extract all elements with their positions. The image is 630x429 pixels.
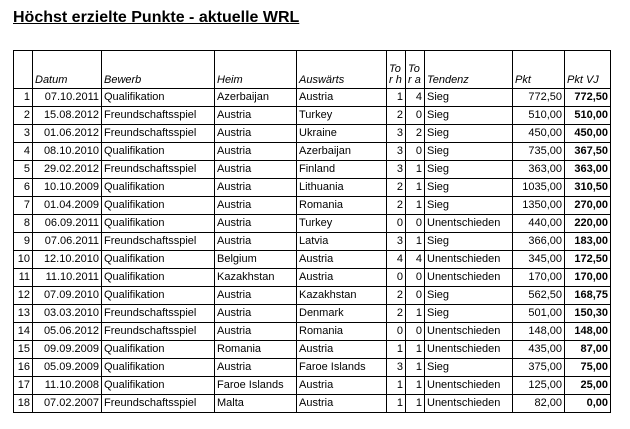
cell-nr: 10 — [14, 251, 33, 269]
table-row — [14, 179, 611, 197]
cell-pkt: 772,50 — [513, 89, 565, 107]
cell-pkt: 125,00 — [513, 377, 565, 395]
table-row — [14, 269, 611, 287]
cell-bewerb: Freundschaftsspiel — [102, 125, 215, 143]
cell-tor-h: 1 — [387, 395, 406, 413]
cell-tendenz: Unentschieden — [425, 341, 513, 359]
cell-tor-h: 2 — [387, 305, 406, 323]
cell-bewerb: Qualifikation — [102, 89, 215, 107]
cell-auswaerts: Denmark — [297, 305, 387, 323]
cell-bewerb: Qualifikation — [102, 143, 215, 161]
cell-auswaerts: Romania — [297, 323, 387, 341]
cell-bewerb: Freundschaftsspiel — [102, 107, 215, 125]
cell-pkt: 735,00 — [513, 143, 565, 161]
cell-heim: Austria — [215, 179, 297, 197]
cell-nr: 17 — [14, 377, 33, 395]
cell-tendenz: Unentschieden — [425, 269, 513, 287]
cell-heim: Austria — [215, 161, 297, 179]
cell-datum: 10.10.2009 — [33, 179, 102, 197]
cell-auswaerts: Austria — [297, 89, 387, 107]
header-row — [14, 51, 611, 89]
cell-pkt: 375,00 — [513, 359, 565, 377]
cell-nr: 14 — [14, 323, 33, 341]
cell-nr: 4 — [14, 143, 33, 161]
cell-bewerb: Freundschaftsspiel — [102, 305, 215, 323]
cell-auswaerts: Azerbaijan — [297, 143, 387, 161]
cell-pkt-vj: 170,00 — [565, 269, 611, 287]
cell-tor-h: 2 — [387, 287, 406, 305]
header-heim: Heim — [215, 51, 297, 89]
cell-datum: 12.10.2010 — [33, 251, 102, 269]
cell-auswaerts: Romania — [297, 197, 387, 215]
cell-bewerb: Freundschaftsspiel — [102, 161, 215, 179]
cell-pkt-vj: 0,00 — [565, 395, 611, 413]
table-row — [14, 233, 611, 251]
cell-nr: 1 — [14, 89, 33, 107]
cell-tendenz: Unentschieden — [425, 377, 513, 395]
cell-bewerb: Qualifikation — [102, 215, 215, 233]
cell-tor-h: 2 — [387, 107, 406, 125]
cell-tor-h: 3 — [387, 125, 406, 143]
table-row — [14, 341, 611, 359]
cell-tor-a: 0 — [406, 269, 425, 287]
table-row — [14, 161, 611, 179]
cell-auswaerts: Faroe Islands — [297, 359, 387, 377]
cell-tor-h: 3 — [387, 359, 406, 377]
cell-nr: 7 — [14, 197, 33, 215]
cell-heim: Belgium — [215, 251, 297, 269]
cell-bewerb: Qualifikation — [102, 287, 215, 305]
header-auswaerts: Auswärts — [297, 51, 387, 89]
cell-pkt-vj: 310,50 — [565, 179, 611, 197]
cell-tendenz: Unentschieden — [425, 395, 513, 413]
cell-nr: 9 — [14, 233, 33, 251]
cell-heim: Austria — [215, 125, 297, 143]
table-row — [14, 125, 611, 143]
cell-datum: 08.10.2010 — [33, 143, 102, 161]
cell-heim: Austria — [215, 287, 297, 305]
cell-datum: 09.09.2009 — [33, 341, 102, 359]
cell-pkt: 363,00 — [513, 161, 565, 179]
cell-bewerb: Freundschaftsspiel — [102, 233, 215, 251]
cell-nr: 6 — [14, 179, 33, 197]
cell-auswaerts: Turkey — [297, 215, 387, 233]
header-tor-h: Tor h — [387, 51, 406, 89]
cell-nr: 11 — [14, 269, 33, 287]
cell-tor-a: 0 — [406, 287, 425, 305]
table-row — [14, 215, 611, 233]
cell-tor-h: 3 — [387, 233, 406, 251]
cell-bewerb: Qualifikation — [102, 377, 215, 395]
cell-nr: 3 — [14, 125, 33, 143]
cell-heim: Austria — [215, 323, 297, 341]
cell-tor-a: 1 — [406, 161, 425, 179]
cell-bewerb: Qualifikation — [102, 251, 215, 269]
cell-tendenz: Sieg — [425, 197, 513, 215]
cell-tor-a: 1 — [406, 197, 425, 215]
table-row — [14, 197, 611, 215]
cell-datum: 06.09.2011 — [33, 215, 102, 233]
cell-datum: 07.09.2010 — [33, 287, 102, 305]
cell-tor-a: 0 — [406, 323, 425, 341]
cell-tendenz: Sieg — [425, 89, 513, 107]
cell-auswaerts: Kazakhstan — [297, 287, 387, 305]
cell-auswaerts: Finland — [297, 161, 387, 179]
cell-tor-h: 3 — [387, 143, 406, 161]
cell-tendenz: Sieg — [425, 107, 513, 125]
cell-tendenz: Unentschieden — [425, 215, 513, 233]
header-tendenz: Tendenz — [425, 51, 513, 89]
cell-pkt-vj: 367,50 — [565, 143, 611, 161]
cell-bewerb: Qualifikation — [102, 179, 215, 197]
cell-pkt-vj: 772,50 — [565, 89, 611, 107]
table-row — [14, 323, 611, 341]
cell-tendenz: Sieg — [425, 233, 513, 251]
cell-bewerb: Freundschaftsspiel — [102, 395, 215, 413]
cell-tor-a: 1 — [406, 341, 425, 359]
cell-pkt: 1350,00 — [513, 197, 565, 215]
cell-pkt-vj: 148,00 — [565, 323, 611, 341]
cell-pkt-vj: 75,00 — [565, 359, 611, 377]
cell-datum: 05.09.2009 — [33, 359, 102, 377]
cell-heim: Austria — [215, 305, 297, 323]
cell-tor-h: 2 — [387, 197, 406, 215]
table-row — [14, 359, 611, 377]
cell-tor-a: 1 — [406, 305, 425, 323]
cell-pkt: 435,00 — [513, 341, 565, 359]
cell-pkt-vj: 183,00 — [565, 233, 611, 251]
cell-auswaerts: Austria — [297, 269, 387, 287]
table-row — [14, 287, 611, 305]
cell-auswaerts: Austria — [297, 341, 387, 359]
cell-datum: 11.10.2008 — [33, 377, 102, 395]
cell-bewerb: Qualifikation — [102, 341, 215, 359]
cell-tor-a: 1 — [406, 359, 425, 377]
cell-heim: Austria — [215, 107, 297, 125]
cell-heim: Kazakhstan — [215, 269, 297, 287]
cell-pkt: 510,00 — [513, 107, 565, 125]
cell-pkt-vj: 450,00 — [565, 125, 611, 143]
cell-tor-h: 0 — [387, 323, 406, 341]
cell-nr: 12 — [14, 287, 33, 305]
cell-tor-a: 1 — [406, 179, 425, 197]
cell-heim: Malta — [215, 395, 297, 413]
cell-heim: Austria — [215, 233, 297, 251]
cell-datum: 11.10.2011 — [33, 269, 102, 287]
cell-tor-a: 1 — [406, 395, 425, 413]
cell-pkt: 1035,00 — [513, 179, 565, 197]
cell-pkt-vj: 270,00 — [565, 197, 611, 215]
cell-nr: 16 — [14, 359, 33, 377]
header-datum: Datum — [33, 51, 102, 89]
table-row — [14, 305, 611, 323]
cell-pkt: 440,00 — [513, 215, 565, 233]
cell-tendenz: Sieg — [425, 143, 513, 161]
cell-heim: Austria — [215, 143, 297, 161]
cell-pkt-vj: 87,00 — [565, 341, 611, 359]
cell-nr: 5 — [14, 161, 33, 179]
cell-tor-h: 3 — [387, 161, 406, 179]
cell-auswaerts: Austria — [297, 395, 387, 413]
cell-tor-a: 0 — [406, 215, 425, 233]
cell-datum: 07.10.2011 — [33, 89, 102, 107]
cell-heim: Faroe Islands — [215, 377, 297, 395]
cell-bewerb: Qualifikation — [102, 269, 215, 287]
cell-auswaerts: Austria — [297, 251, 387, 269]
cell-bewerb: Freundschaftsspiel — [102, 323, 215, 341]
cell-tendenz: Sieg — [425, 287, 513, 305]
cell-datum: 15.08.2012 — [33, 107, 102, 125]
cell-pkt-vj: 172,50 — [565, 251, 611, 269]
cell-tor-h: 0 — [387, 215, 406, 233]
results-table — [13, 50, 611, 413]
cell-bewerb: Qualifikation — [102, 359, 215, 377]
cell-tor-a: 1 — [406, 377, 425, 395]
cell-auswaerts: Austria — [297, 377, 387, 395]
cell-pkt: 562,50 — [513, 287, 565, 305]
cell-pkt: 148,00 — [513, 323, 565, 341]
cell-nr: 2 — [14, 107, 33, 125]
cell-pkt-vj: 220,00 — [565, 215, 611, 233]
cell-bewerb: Qualifikation — [102, 197, 215, 215]
cell-pkt: 366,00 — [513, 233, 565, 251]
table-row — [14, 251, 611, 269]
cell-datum: 07.02.2007 — [33, 395, 102, 413]
cell-datum: 01.06.2012 — [33, 125, 102, 143]
cell-heim: Azerbaijan — [215, 89, 297, 107]
cell-tor-a: 1 — [406, 233, 425, 251]
cell-tor-a: 4 — [406, 89, 425, 107]
cell-tor-a: 2 — [406, 125, 425, 143]
cell-auswaerts: Turkey — [297, 107, 387, 125]
table-row — [14, 377, 611, 395]
cell-nr: 18 — [14, 395, 33, 413]
cell-tendenz: Sieg — [425, 179, 513, 197]
cell-heim: Austria — [215, 215, 297, 233]
cell-pkt: 170,00 — [513, 269, 565, 287]
cell-auswaerts: Ukraine — [297, 125, 387, 143]
header-bewerb: Bewerb — [102, 51, 215, 89]
cell-heim: Austria — [215, 197, 297, 215]
cell-pkt: 82,00 — [513, 395, 565, 413]
cell-pkt: 345,00 — [513, 251, 565, 269]
cell-tendenz: Sieg — [425, 305, 513, 323]
cell-pkt-vj: 168,75 — [565, 287, 611, 305]
cell-datum: 03.03.2010 — [33, 305, 102, 323]
cell-auswaerts: Latvia — [297, 233, 387, 251]
cell-tendenz: Sieg — [425, 125, 513, 143]
table-row — [14, 89, 611, 107]
cell-pkt-vj: 150,30 — [565, 305, 611, 323]
cell-tor-a: 4 — [406, 251, 425, 269]
cell-pkt: 450,00 — [513, 125, 565, 143]
cell-tendenz: Unentschieden — [425, 323, 513, 341]
cell-datum: 01.04.2009 — [33, 197, 102, 215]
cell-heim: Austria — [215, 359, 297, 377]
table-row — [14, 107, 611, 125]
cell-tor-h: 4 — [387, 251, 406, 269]
cell-tor-h: 2 — [387, 179, 406, 197]
cell-tendenz: Unentschieden — [425, 251, 513, 269]
cell-tendenz: Sieg — [425, 359, 513, 377]
cell-pkt-vj: 510,00 — [565, 107, 611, 125]
header-nr — [14, 51, 33, 89]
header-pkt: Pkt — [513, 51, 565, 89]
table-row — [14, 143, 611, 161]
cell-tor-h: 0 — [387, 269, 406, 287]
cell-nr: 13 — [14, 305, 33, 323]
cell-pkt-vj: 25,00 — [565, 377, 611, 395]
cell-datum: 29.02.2012 — [33, 161, 102, 179]
cell-pkt-vj: 363,00 — [565, 161, 611, 179]
header-pkt-vj: Pkt VJ — [565, 51, 611, 89]
cell-nr: 15 — [14, 341, 33, 359]
cell-tor-h: 1 — [387, 89, 406, 107]
cell-tor-h: 1 — [387, 341, 406, 359]
page-title: Höchst erzielte Punkte - aktuelle WRL — [13, 9, 300, 26]
cell-datum: 07.06.2011 — [33, 233, 102, 251]
table-row — [14, 395, 611, 413]
cell-tendenz: Sieg — [425, 161, 513, 179]
cell-heim: Romania — [215, 341, 297, 359]
header-tor-a: Tor a — [406, 51, 425, 89]
cell-pkt: 501,00 — [513, 305, 565, 323]
cell-nr: 8 — [14, 215, 33, 233]
cell-tor-a: 0 — [406, 143, 425, 161]
cell-tor-h: 1 — [387, 377, 406, 395]
cell-datum: 05.06.2012 — [33, 323, 102, 341]
cell-auswaerts: Lithuania — [297, 179, 387, 197]
cell-tor-a: 0 — [406, 107, 425, 125]
